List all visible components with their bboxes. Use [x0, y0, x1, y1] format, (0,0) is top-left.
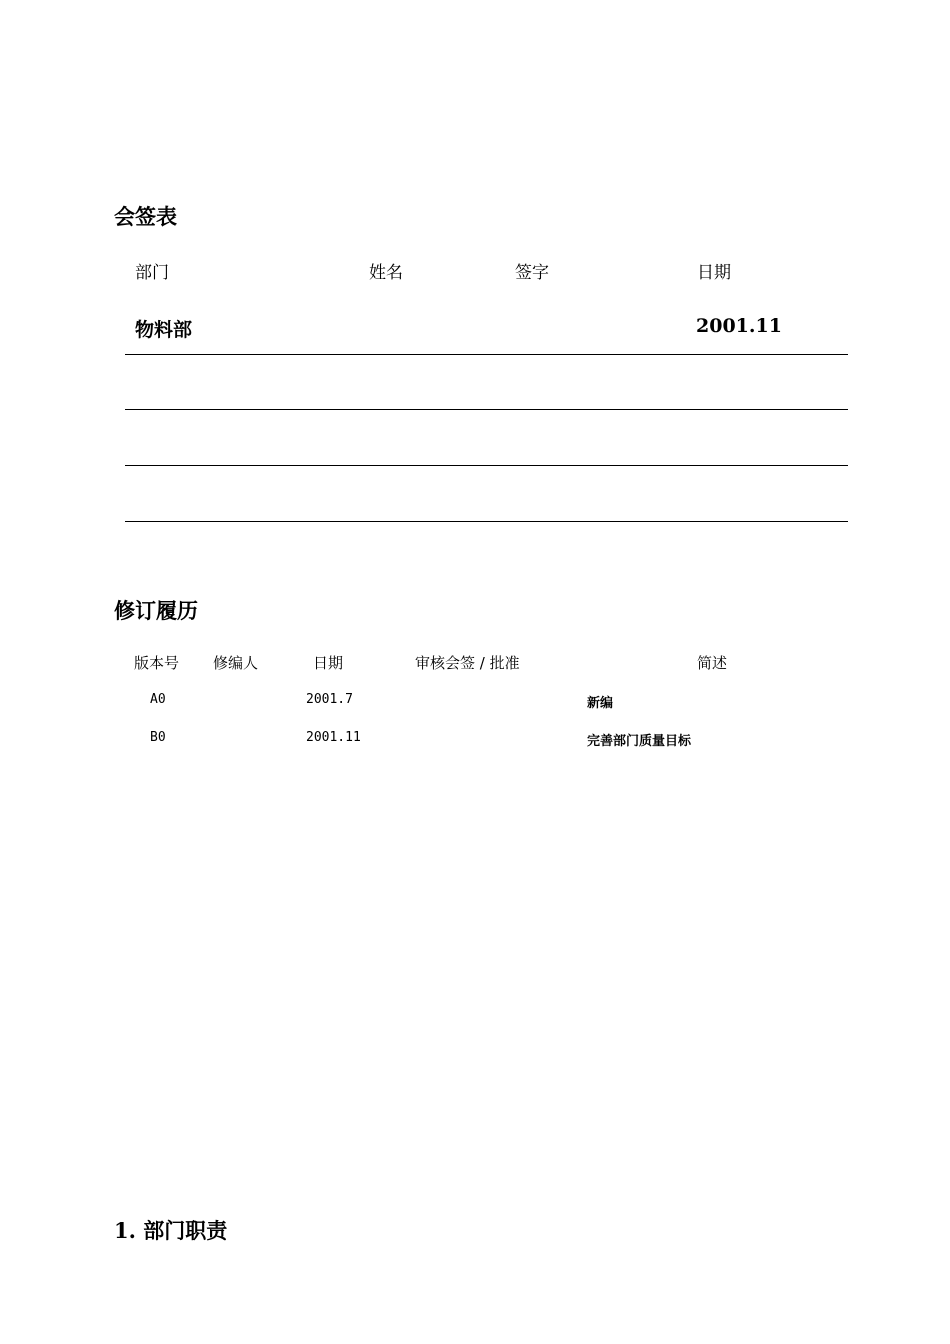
- signoff-row-line-4: [125, 521, 848, 522]
- signoff-row-line-3: [125, 465, 848, 466]
- signoff-date-value: 2001.11: [696, 315, 782, 337]
- revision-row-1-date: 2001.7: [306, 692, 353, 707]
- revision-header-date: 日期: [313, 654, 344, 672]
- revision-row-2-summary: 完善部门质量目标: [587, 734, 692, 749]
- revision-header-editor: 修编人: [213, 654, 259, 672]
- signoff-row-line-1: [125, 354, 848, 355]
- revision-row-2-version: B0: [150, 730, 166, 745]
- revision-header-review: 审核会签 / 批准: [415, 654, 520, 672]
- revision-header-version: 版本号: [134, 654, 180, 672]
- signoff-header-signature: 签字: [515, 263, 549, 283]
- signoff-header-department: 部门: [135, 263, 169, 283]
- revision-header-summary: 简述: [697, 654, 728, 672]
- revision-row-1-version: A0: [150, 692, 166, 707]
- signoff-title: 会签表: [114, 204, 177, 229]
- signoff-row-line-2: [125, 409, 848, 410]
- revision-row-2-date: 2001.11: [306, 730, 361, 745]
- signoff-department-value: 物料部: [135, 319, 193, 341]
- signoff-header-name: 姓名: [369, 263, 403, 283]
- section-1-heading: 1. 部门职责: [114, 1218, 228, 1243]
- revision-title: 修订履历: [114, 598, 198, 623]
- signoff-header-date: 日期: [697, 263, 731, 283]
- revision-row-1-summary: 新编: [587, 696, 614, 711]
